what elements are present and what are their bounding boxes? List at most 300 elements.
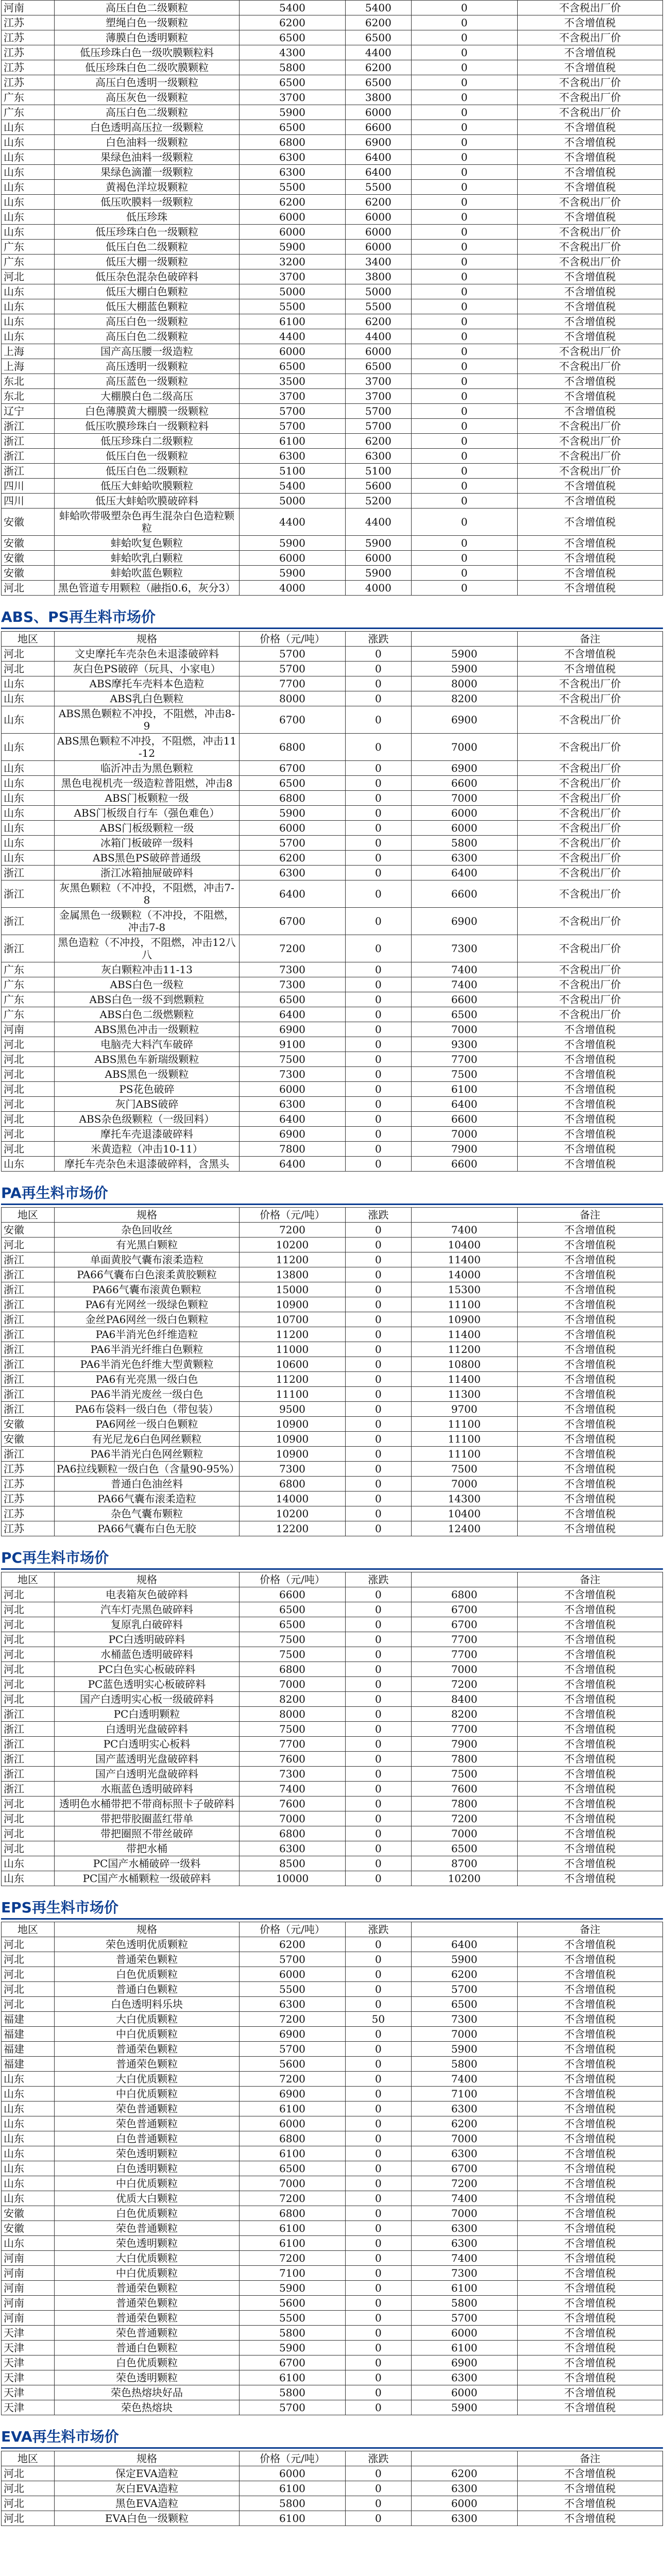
price-high-cell: 7500 [412,1462,517,1477]
spec-cell: EVA白色一级颗粒 [54,2511,240,2526]
price-high-cell: 5900 [412,2400,517,2415]
note-cell: 不含增值税 [517,662,663,676]
column-header: 地区 [2,1572,55,1587]
table-row [2,75,663,90]
note-cell: 不含增值税 [517,2072,663,2087]
note-cell: 不含税出厂价 [517,836,663,851]
price-low-cell: 10000 [240,1871,345,1886]
region-cell: 山东 [2,2116,55,2131]
change-cell: 0 [345,1127,411,1142]
region-cell: 浙江 [2,1402,55,1417]
price-low-cell: 5900 [240,536,345,551]
change-cell: 0 [345,1841,411,1856]
spec-cell: 带把带胶圈蓝红带单 [54,1811,240,1826]
note-cell: 不含增值税 [517,1357,663,1372]
table-row [2,1372,663,1387]
spec-cell: 低压吹膜珍珠白一级颗粒料 [54,419,240,434]
table-row [2,314,663,329]
spec-cell: 灰白色PS破碎（玩具、小家电） [54,662,240,676]
price-low-cell: 6500 [240,1602,345,1617]
region-cell: 江苏 [2,75,55,90]
note-cell: 不含增值税 [517,1826,663,1841]
price-high-cell: 7700 [412,1722,517,1737]
column-header: 涨跌 [345,1208,411,1223]
spec-cell: 白色透明高压拉一级颗粒 [54,120,240,135]
note-cell: 不含税出厂价 [517,691,663,706]
price-high-cell: 14300 [412,1492,517,1506]
change-cell: 0 [345,1722,411,1737]
price-low-cell: 7100 [240,2266,345,2281]
region-cell: 山东 [2,2087,55,2102]
spec-cell: PC白色实心板破碎料 [54,1662,240,1677]
note-cell: 不含增值税 [517,1752,663,1767]
price-low-cell: 5900 [240,2281,345,2296]
change-cell: 0 [345,1982,411,1997]
price-high-cell: 0 [412,359,517,374]
change-cell: 0 [345,1312,411,1327]
change-cell: 0 [345,1052,411,1067]
change-cell: 0 [345,1267,411,1282]
change-cell: 5700 [345,404,411,419]
change-cell: 0 [345,2221,411,2236]
price-low-cell: 6000 [240,1082,345,1097]
price-high-cell: 6200 [412,2466,517,2481]
note-cell: 不含增值税 [517,2012,663,2027]
table-row [2,2281,663,2296]
price-high-cell: 7500 [412,1767,517,1782]
table-row [2,2511,663,2526]
region-cell: 河北 [2,1067,55,1082]
change-cell: 3400 [345,255,411,269]
spec-cell: 荣色普通颗粒 [54,2102,240,2116]
note-cell: 不含增值税 [517,2466,663,2481]
column-header: 涨跌 [345,2451,411,2466]
price-low-cell: 4300 [240,45,345,60]
price-low-cell: 6900 [240,2087,345,2102]
price-high-cell: 6900 [412,761,517,776]
price-low-cell: 6500 [240,776,345,791]
change-cell: 0 [345,1602,411,1617]
spec-cell: 黑色电视机壳一级造粒普阻燃，冲击8 [54,776,240,791]
change-cell: 0 [345,880,411,908]
price-low-cell: 6800 [240,1477,345,1492]
spec-cell: 白色优质颗粒 [54,1967,240,1982]
spec-cell: 白色透明颗粒 [54,2161,240,2176]
table-row [2,1677,663,1692]
note-cell: 不含税出厂价 [517,75,663,90]
price-high-cell: 0 [412,566,517,581]
spec-cell: 透明色水桶带把不带商标照卡子破碎料 [54,1797,240,1811]
price-low-cell: 6900 [240,1127,345,1142]
column-header: 价格（元/吨） [240,632,345,647]
note-cell: 不含增值税 [517,1477,663,1492]
note-cell: 不含增值税 [517,1587,663,1602]
region-cell: 河北 [2,1662,55,1677]
price-high-cell: 7400 [412,2072,517,2087]
change-cell: 3800 [345,90,411,105]
note-cell: 不含增值税 [517,2116,663,2131]
spec-cell: 蚌蛤吹复色颗粒 [54,536,240,551]
note-cell: 不含增值税 [517,45,663,60]
price-low-cell: 14000 [240,1492,345,1506]
price-low-cell: 5700 [240,1952,345,1967]
price-high-cell: 6000 [412,2385,517,2400]
spec-cell: ABS黑色颗粒不冲投，不阻燃，冲击8-9 [54,706,240,734]
region-cell: 山东 [2,676,55,691]
table-row [2,776,663,791]
note-cell: 不含增值税 [517,2102,663,2116]
region-cell: 山东 [2,1157,55,1172]
note-cell: 不含税出厂价 [517,30,663,45]
change-cell: 0 [345,1617,411,1632]
price-low-cell: 5800 [240,60,345,75]
change-cell: 0 [345,1082,411,1097]
note-cell: 不含税出厂价 [517,908,663,935]
price-high-cell: 8400 [412,1692,517,1707]
region-cell: 山东 [2,821,55,836]
price-low-cell: 7300 [240,1767,345,1782]
note-cell: 不含增值税 [517,1632,663,1647]
change-cell: 6600 [345,120,411,135]
price-low-cell: 6100 [240,434,345,449]
spec-cell: 国产白透明光盘破碎料 [54,1767,240,1782]
region-cell: 福建 [2,2027,55,2042]
note-cell: 不含增值税 [517,2326,663,2341]
column-header [412,1208,517,1223]
table-row [2,2146,663,2161]
change-cell: 0 [345,1937,411,1952]
region-cell: 山东 [2,2176,55,2191]
price-low-cell: 7500 [240,1722,345,1737]
column-header: 涨跌 [345,1572,411,1587]
price-low-cell: 6900 [240,2027,345,2042]
price-low-cell: 5700 [240,2042,345,2057]
change-cell: 6200 [345,195,411,210]
note-cell: 不含税出厂价 [517,449,663,464]
note-cell: 不含增值税 [517,284,663,299]
region-cell: 浙江 [2,434,55,449]
change-cell: 0 [345,1952,411,1967]
table-row [2,1722,663,1737]
price-high-cell: 7900 [412,1142,517,1157]
spec-cell: 低压白色一级颗粒 [54,449,240,464]
change-cell: 0 [345,2281,411,2296]
note-cell: 不含税出厂价 [517,105,663,120]
spec-cell: 普通荣色颗粒 [54,2281,240,2296]
price-low-cell: 6000 [240,821,345,836]
price-low-cell: 5500 [240,1982,345,1997]
note-cell: 不含增值税 [517,1521,663,1536]
price-low-cell: 6700 [240,908,345,935]
table-row [2,1767,663,1782]
table-row [2,676,663,691]
spec-cell: PC蓝色透明实心板破碎料 [54,1677,240,1692]
price-high-cell: 5900 [412,662,517,676]
note-cell: 不含税出厂价 [517,734,663,761]
note-cell: 不含增值税 [517,647,663,662]
price-table [1,631,663,1172]
spec-cell: 有光尼龙6白色网丝颗粒 [54,1432,240,1447]
price-low-cell: 7200 [240,2251,345,2266]
price-high-cell: 11400 [412,1372,517,1387]
price-high-cell: 6200 [412,2116,517,2131]
region-cell: 山东 [2,851,55,866]
change-cell: 6300 [345,449,411,464]
price-high-cell: 0 [412,551,517,566]
spec-cell: 中白优质颗粒 [54,2176,240,2191]
price-high-cell: 0 [412,105,517,120]
spec-cell: PA6半消光白色网丝颗粒 [54,1447,240,1462]
price-high-cell: 0 [412,240,517,255]
note-cell: 不含增值税 [517,329,663,344]
change-cell: 0 [345,1737,411,1752]
region-cell: 浙江 [2,1447,55,1462]
table-row [2,1417,663,1432]
change-cell: 0 [345,1342,411,1357]
spec-cell: 汽车灯壳黑色破碎料 [54,1602,240,1617]
note-cell: 不含增值税 [517,1677,663,1692]
price-high-cell: 11100 [412,1297,517,1312]
region-cell: 江苏 [2,1506,55,1521]
region-cell: 浙江 [2,1752,55,1767]
note-cell: 不含增值税 [517,1602,663,1617]
region-cell: 山东 [2,299,55,314]
change-cell: 0 [345,2042,411,2057]
note-cell: 不含增值税 [517,2087,663,2102]
column-header: 备注 [517,1208,663,1223]
note-cell: 不含增值税 [517,2206,663,2221]
table-row [2,1327,663,1342]
note-cell: 不含税出厂价 [517,962,663,977]
price-low-cell: 9100 [240,1037,345,1052]
spec-cell: 高压灰色一级颗粒 [54,90,240,105]
change-cell: 0 [345,2146,411,2161]
price-high-cell: 6300 [412,2102,517,2116]
note-cell: 不含增值税 [517,1707,663,1722]
price-low-cell: 3700 [240,269,345,284]
table-row [2,509,663,536]
region-cell: 安徽 [2,2206,55,2221]
region-cell: 山东 [2,691,55,706]
price-high-cell: 10900 [412,1312,517,1327]
region-cell: 河北 [2,1082,55,1097]
region-cell: 河北 [2,1127,55,1142]
price-low-cell: 6200 [240,1937,345,1952]
table-row [2,2311,663,2326]
price-low-cell: 6000 [240,2466,345,2481]
change-cell: 0 [345,2206,411,2221]
region-cell: 东北 [2,374,55,389]
table-row [2,1312,663,1327]
column-header: 涨跌 [345,632,411,647]
table-row [2,2012,663,2027]
price-low-cell: 5400 [240,479,345,494]
change-cell: 4000 [345,581,411,596]
region-cell: 山东 [2,180,55,195]
table-row [2,1007,663,1022]
region-cell: 河北 [2,1037,55,1052]
price-low-cell: 10900 [240,1447,345,1462]
spec-cell: 大白优质颗粒 [54,2012,240,2027]
price-low-cell: 5800 [240,2496,345,2511]
price-high-cell: 7000 [412,1127,517,1142]
price-high-cell: 0 [412,195,517,210]
price-low-cell: 6500 [240,359,345,374]
change-cell: 0 [345,1967,411,1982]
change-cell: 0 [345,1662,411,1677]
note-cell: 不含税出厂价 [517,791,663,806]
region-cell: 浙江 [2,419,55,434]
region-cell: 山东 [2,2191,55,2206]
table-row [2,1447,663,1462]
table-row [2,647,663,662]
region-cell: 浙江 [2,1267,55,1282]
region-cell: 河北 [2,1112,55,1127]
price-high-cell: 7400 [412,2251,517,2266]
note-cell: 不含增值税 [517,1022,663,1037]
change-cell: 0 [345,2087,411,2102]
column-header: 地区 [2,1208,55,1223]
spec-cell: ABS黑色车新瑞级颗粒 [54,1052,240,1067]
price-table [1,1207,663,1536]
note-cell: 不含增值税 [517,1082,663,1097]
change-cell: 6200 [345,314,411,329]
price-high-cell: 8200 [412,691,517,706]
spec-cell: 白色透明料乐块 [54,1997,240,2012]
price-low-cell: 13800 [240,1267,345,1282]
change-cell: 5700 [345,419,411,434]
region-cell: 河南 [2,1,55,15]
price-low-cell: 5800 [240,2385,345,2400]
change-cell: 6500 [345,30,411,45]
price-low-cell: 6000 [240,1967,345,1982]
note-cell: 不含增值税 [517,1417,663,1432]
region-cell: 浙江 [2,1312,55,1327]
spec-cell: 有光黑白颗粒 [54,1238,240,1252]
price-high-cell: 10200 [412,1871,517,1886]
spec-cell: 荣色透明颗粒 [54,2146,240,2161]
spec-cell: 果绿色油料一级颗粒 [54,150,240,165]
price-high-cell: 7300 [412,2266,517,2281]
region-cell: 天津 [2,2355,55,2370]
spec-cell: 浙江冰箱抽屉破碎料 [54,866,240,880]
price-low-cell: 6800 [240,2206,345,2221]
spec-cell: PA6有光亮黑一级白色 [54,1372,240,1387]
price-table [1,2451,663,2526]
note-cell: 不含增值税 [517,135,663,150]
table-row [2,1,663,15]
table-row [2,1752,663,1767]
spec-cell: 低压大棚蓝色颗粒 [54,299,240,314]
price-low-cell: 5100 [240,464,345,479]
region-cell: 山东 [2,1856,55,1871]
note-cell: 不含增值税 [517,1402,663,1417]
price-high-cell: 6700 [412,1617,517,1632]
note-cell: 不含增值税 [517,404,663,419]
region-cell: 山东 [2,776,55,791]
spec-cell: 灰白颗粒冲击11-13 [54,962,240,977]
section-divider [1,1204,663,1205]
table-row [2,2206,663,2221]
region-cell: 浙江 [2,866,55,880]
spec-cell: 金属黑色一级颗粒（不冲投，不阻燃，冲击7-8 [54,908,240,935]
price-low-cell: 6700 [240,706,345,734]
change-cell: 5400 [345,1,411,15]
region-cell: 安徽 [2,2221,55,2236]
note-cell: 不含增值税 [517,2027,663,2042]
region-cell: 山东 [2,734,55,761]
price-low-cell: 7600 [240,1752,345,1767]
spec-cell: 优质大白颗粒 [54,2191,240,2206]
price-low-cell: 7000 [240,2176,345,2191]
region-cell: 广东 [2,977,55,992]
change-cell: 5100 [345,464,411,479]
price-low-cell: 6500 [240,2161,345,2176]
table-row [2,1462,663,1477]
table-row [2,662,663,676]
region-cell: 江苏 [2,1521,55,1536]
note-cell: 不含增值税 [517,2400,663,2415]
change-cell: 0 [345,1037,411,1052]
price-high-cell: 5900 [412,647,517,662]
region-cell: 浙江 [2,1297,55,1312]
table-row [2,359,663,374]
column-header: 备注 [517,2451,663,2466]
spec-cell: 低压白色二级颗粒 [54,464,240,479]
price-high-cell: 12400 [412,1521,517,1536]
table-row [2,908,663,935]
price-high-cell: 6300 [412,851,517,866]
price-high-cell: 0 [412,344,517,359]
table-row [2,1022,663,1037]
region-cell: 安徽 [2,1432,55,1447]
price-low-cell: 6100 [240,2370,345,2385]
region-cell: 广东 [2,962,55,977]
note-cell: 不含增值税 [517,1112,663,1127]
price-high-cell: 5700 [412,2311,517,2326]
spec-cell: 蚌蛤吹蓝色颗粒 [54,566,240,581]
change-cell: 0 [345,1387,411,1402]
price-high-cell: 0 [412,90,517,105]
change-cell: 6500 [345,75,411,90]
price-high-cell: 8700 [412,1856,517,1871]
spec-cell: 白透明光盘破碎料 [54,1722,240,1737]
price-low-cell: 6100 [240,2146,345,2161]
region-cell: 浙江 [2,1387,55,1402]
price-high-cell: 10400 [412,1506,517,1521]
region-cell: 河北 [2,2481,55,2496]
price-high-cell: 7600 [412,1782,517,1797]
price-low-cell: 6400 [240,1112,345,1127]
spec-cell: 黑色EVA造粒 [54,2496,240,2511]
region-cell: 山东 [2,165,55,180]
spec-cell: 国产高压腰一级造粒 [54,344,240,359]
spec-cell: 荣色透明颗粒 [54,2236,240,2251]
price-low-cell: 6500 [240,30,345,45]
price-section [1,1893,663,2415]
price-high-cell: 6100 [412,2281,517,2296]
region-cell: 浙江 [2,1357,55,1372]
note-cell: 不含增值税 [517,2311,663,2326]
price-high-cell: 7700 [412,1647,517,1662]
section-divider [1,1568,663,1570]
note-cell: 不含增值税 [517,1967,663,1982]
region-cell: 河北 [2,1142,55,1157]
price-high-cell: 10400 [412,1238,517,1252]
price-high-cell: 0 [412,479,517,494]
table-row [2,2087,663,2102]
change-cell: 0 [345,1327,411,1342]
